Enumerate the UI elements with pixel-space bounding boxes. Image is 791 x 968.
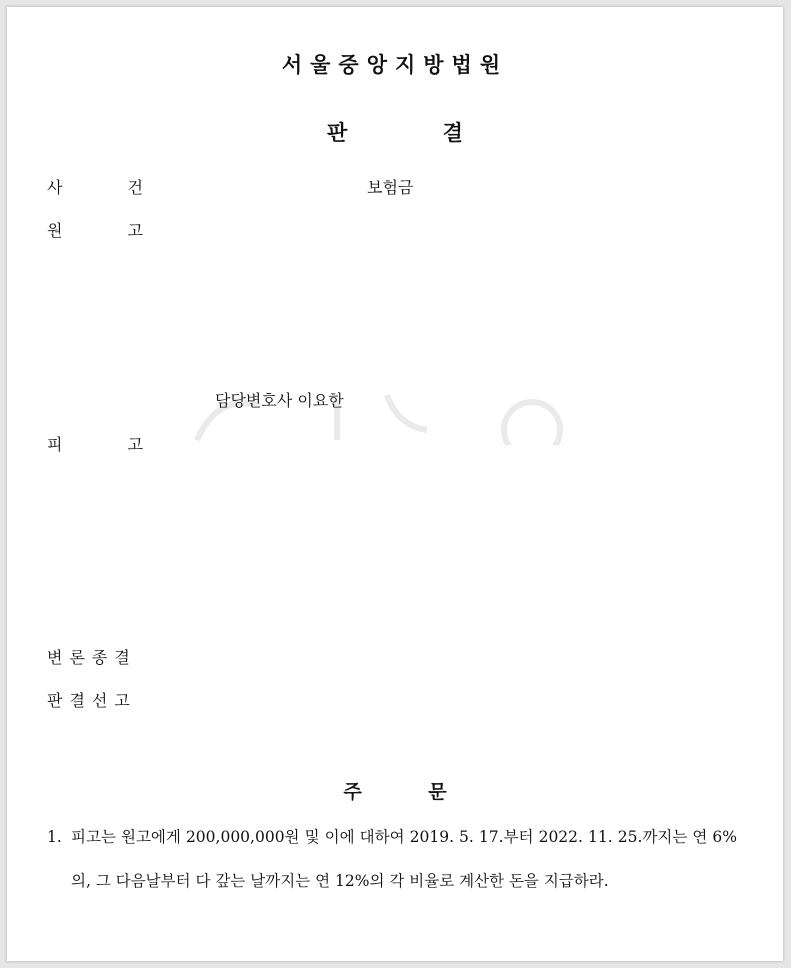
order-item-number: 1. bbox=[47, 828, 62, 846]
court-name: 서울중앙지방법원 bbox=[281, 53, 509, 77]
defendant-label: 피 고 bbox=[47, 435, 143, 454]
hearing-end-label: 변론종결 bbox=[47, 648, 137, 667]
case-label: 사 건 bbox=[47, 178, 143, 197]
order-section-title: 주 문 bbox=[343, 781, 447, 803]
order-item bbox=[47, 815, 737, 903]
plaintiff-label: 원 고 bbox=[47, 221, 143, 240]
plaintiff-counsel: 담당변호사 이요한 bbox=[215, 391, 344, 410]
judgment-date-label: 판결선고 bbox=[47, 691, 137, 710]
document-page bbox=[7, 7, 783, 961]
case-value: 보험금 bbox=[367, 178, 414, 197]
order-item-text: 피고는 원고에게 200,000,000원 및 이에 대하여 2019. 5. 17.부터 2022. 11. 25.까지는 연 6%의, 그 다음날부터 다 갚는 날까지는 연 12%의 각 비율로 계산한 돈을 지급하라. bbox=[71, 828, 737, 890]
document-title: 판 결 bbox=[327, 121, 463, 145]
